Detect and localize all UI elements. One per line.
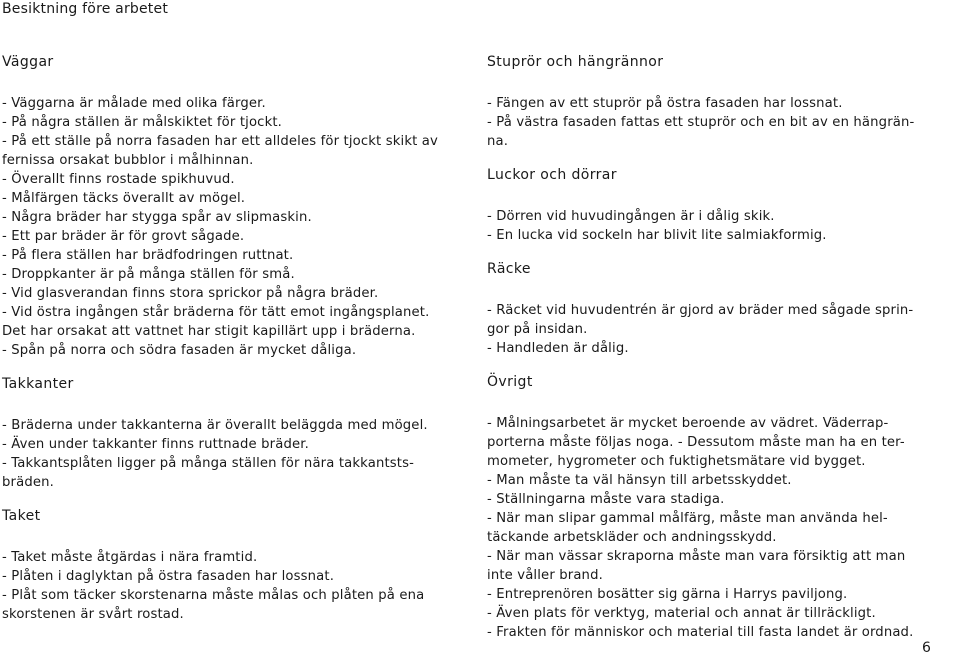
text-line: skorstenen är svårt rostad. xyxy=(2,607,184,622)
text-line: - Droppkanter är på många ställen för små. xyxy=(2,267,295,282)
section-title: Räcke xyxy=(487,261,531,277)
text-line: - Takkantsplåten ligger på många ställen för nära takkantsts- xyxy=(2,456,415,471)
section-lines xyxy=(2,94,472,360)
right-column xyxy=(487,53,952,657)
section-vaggar xyxy=(2,53,472,360)
text-line: - På ett ställe på norra fasaden har ett alldeles för tjockt skikt av xyxy=(2,134,438,149)
text-line: Det har orsakat att vattnet har stigit kapillärt upp i bräderna. xyxy=(2,324,416,339)
text-line: - Handleden är dålig. xyxy=(487,341,629,356)
text-line: - Entreprenören bosätter sig gärna i Harrys paviljong. xyxy=(487,587,848,602)
section-title: Väggar xyxy=(2,54,54,70)
section-luckor xyxy=(487,166,952,245)
text-line: mometer, hygrometer och fuktighetsmätare vid bygget. xyxy=(487,454,866,469)
section-stupror xyxy=(487,53,952,151)
section-lines xyxy=(487,414,952,642)
text-line: - Ett par bräder är för grovt sågade. xyxy=(2,229,245,244)
text-line: - Plåt som täcker skorstenarna måste målas och plåten på ena xyxy=(2,588,425,603)
text-line: - Frakten för människor och material till fasta landet är ordnad. xyxy=(487,625,914,640)
text-line: - Spån på norra och södra fasaden är mycket dåliga. xyxy=(2,343,357,358)
text-line: fernissa orsakat bubblor i målhinnan. xyxy=(2,153,254,168)
section-racke xyxy=(487,260,952,358)
text-line: gor på insidan. xyxy=(487,322,588,337)
section-ovrigt xyxy=(487,373,952,642)
text-line: bräden. xyxy=(2,475,54,490)
text-line: - Ställningarna måste vara stadiga. xyxy=(487,492,725,507)
section-title: Taket xyxy=(2,508,41,524)
section-title: Luckor och dörrar xyxy=(487,167,617,183)
text-line: - En lucka vid sockeln har blivit lite salmiakformig. xyxy=(487,228,827,243)
section-taket xyxy=(2,507,472,624)
text-line: - På flera ställen har brädfodringen ruttnat. xyxy=(2,248,294,263)
text-line: na. xyxy=(487,134,509,149)
section-takkanter xyxy=(2,375,472,492)
text-line: - Taket måste åtgärdas i nära framtid. xyxy=(2,550,258,565)
text-line: - Målfärgen täcks överallt av mögel. xyxy=(2,191,246,206)
text-line: - Även plats för verktyg, material och annat är tillräckligt. xyxy=(487,606,876,621)
section-title: Övrigt xyxy=(487,374,533,390)
text-line: - På några ställen är målskiktet för tjockt. xyxy=(2,115,283,130)
text-line: - På västra fasaden fattas ett stuprör och en bit av en hängrän- xyxy=(487,115,915,130)
text-line: porterna måste följas noga. - Dessutom måste man ha en ter- xyxy=(487,435,905,450)
text-line: - Man måste ta väl hänsyn till arbetsskyddet. xyxy=(487,473,792,488)
text-line: - Dörren vid huvudingången är i dålig skik. xyxy=(487,209,775,224)
page-number: 6 xyxy=(922,640,931,656)
text-line: - Räcket vid huvudentrén är gjord av bräder med sågade sprin- xyxy=(487,303,914,318)
text-line: - Väggarna är målade med olika färger. xyxy=(2,96,266,111)
section-lines xyxy=(2,548,472,624)
section-lines xyxy=(487,207,952,245)
section-title: Takkanter xyxy=(2,376,74,392)
text-line: - Bräderna under takkanterna är överallt beläggda med mögel. xyxy=(2,418,428,433)
section-lines xyxy=(487,94,952,151)
text-line: - Vid östra ingången står bräderna för tätt emot ingångsplanet. xyxy=(2,305,430,320)
text-line: - När man vässar skraporna måste man vara försiktig att man xyxy=(487,549,906,564)
text-line: täckande arbetskläder och andningsskydd. xyxy=(487,530,777,545)
section-lines xyxy=(2,416,472,492)
text-line: inte våller brand. xyxy=(487,568,603,583)
section-title: Stuprör och hängrännor xyxy=(487,54,664,70)
text-line: - Målningsarbetet är mycket beroende av vädret. Väderrap- xyxy=(487,416,889,431)
text-line: - Plåten i daglyktan på östra fasaden har lossnat. xyxy=(2,569,335,584)
text-line: - Några bräder har stygga spår av slipmaskin. xyxy=(2,210,312,225)
section-lines xyxy=(487,301,952,358)
text-line: - Fängen av ett stuprör på östra fasaden har lossnat. xyxy=(487,96,843,111)
left-column xyxy=(2,53,472,639)
text-line: - Även under takkanter finns ruttnade bräder. xyxy=(2,437,309,452)
text-line: - Vid glasverandan finns stora sprickor på några bräder. xyxy=(2,286,379,301)
text-line: - Överallt finns rostade spikhuvud. xyxy=(2,172,235,187)
text-line: - När man slipar gammal målfärg, måste man använda hel- xyxy=(487,511,888,526)
page-title: Besiktning före arbetet xyxy=(2,1,169,17)
